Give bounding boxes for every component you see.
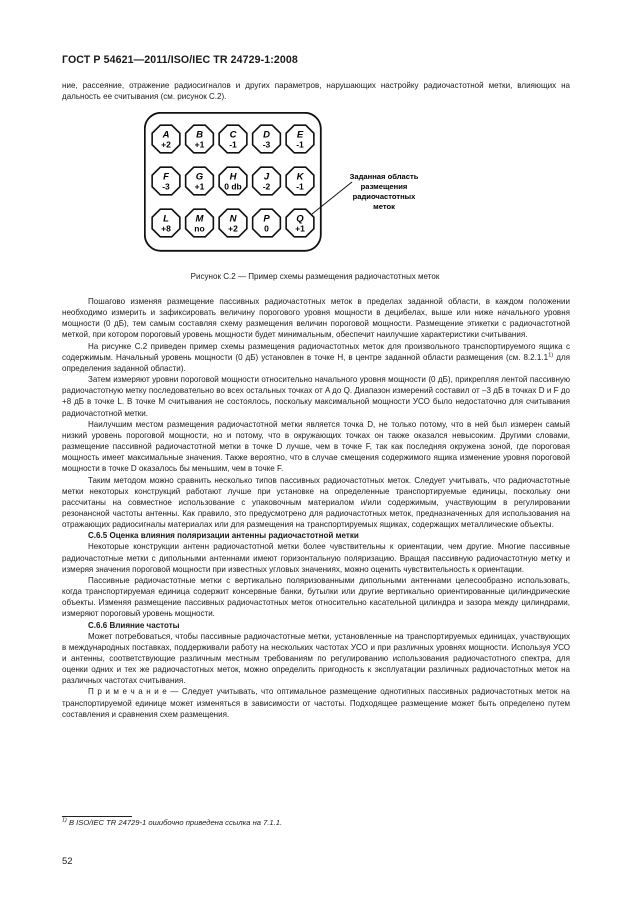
paragraph: Пошагово изменяя размещение пассивных радиочастотных меток в пределах заданной области, в каждом положении необходимо измерить и зафиксировать величину порогового уровня мощности в децибелах, выше или ниже начального уровня мощности (0 дБ), тем самым составляя схему размещения величин пороговой мощности. Размещение этикетки с радиочастотной меткой, при котором пороговый уровень мощности будет минимальным, обеспечит наилучшие характеристики считывания. xyxy=(62,297,570,340)
cell-letter: J xyxy=(263,171,270,183)
cell-value: no xyxy=(194,223,205,234)
cell-value: +1 xyxy=(194,139,205,150)
cell-letter: G xyxy=(195,171,204,183)
intro-paragraph: ние, рассеяние, отражение радиосигналов и других параметров, нарушающих настройку радиочастотной метки, влияющих на дальность ее считывания (см. рисунок С.2). xyxy=(62,81,570,102)
cell-letter: L xyxy=(163,213,169,225)
tag-position-cell xyxy=(219,167,247,195)
tag-position-cell xyxy=(286,125,314,153)
paragraph: Некоторые конструкции антенн радиочастотной метки более чувствительны к ориентации, чем другие. Многие пассивные радиочастотные метки с дипольными антеннами имеют горизонтальную поляризацию. Вращая пассивную радиочастотную метку и измеряя значения пороговой мощности при известных угловых значениях, можно оценить чувствительность к ориентации. xyxy=(62,542,570,574)
figure-label-line: радиочастотных xyxy=(352,192,416,201)
cell-value: +1 xyxy=(194,181,205,192)
document-header: ГОСТ Р 54621—2011/ISO/IEC TR 24729-1:2008 xyxy=(62,54,298,66)
paragraph: Пассивные радиочастотные метки с вертикально поляризованными дипольными антеннами целесообразно использовать, когда транспортируемая единица содержит консервные банки, бутылки или другие вертикально ориентированные цилиндрические объекты. Изменяя размещение пассивных радиочастотных меток относительно касательной цилиндра и зазора между цилиндрами, измеряют пороговый уровень мощности. xyxy=(62,575,570,619)
cell-letter: E xyxy=(296,129,304,141)
tag-position-cell xyxy=(253,125,281,153)
page-number: 52 xyxy=(62,856,73,867)
cell-value: -3 xyxy=(162,181,170,192)
cell-letter: B xyxy=(196,129,203,141)
cell-letter: H xyxy=(229,171,237,183)
cell-value: -3 xyxy=(262,139,271,150)
cell-letter: M xyxy=(195,213,204,225)
figure-label-line: Заданная область xyxy=(349,172,419,181)
cell-value: -1 xyxy=(296,181,304,192)
cell-value: +2 xyxy=(228,223,238,234)
cell-letter: K xyxy=(296,171,304,183)
tag-position-cell xyxy=(152,125,180,153)
paragraph: Может потребоваться, чтобы пассивные радиочастотные метки, установленные на транспортируемых единицах, участвующих в международных поставках, поддерживали работу на нескольких частотах УСО и при различных уровнях мощности. Используя УСО и антенны, соответствующие различным местным требованиям по регулированию использования радиочастотного спектра, для оценки одних и тех же радиочастотных меток, можно определить пригодность к эксплуатации различных радиочастотных меток на различных частотах считывания. xyxy=(62,631,570,686)
tag-position-cell xyxy=(186,209,214,237)
tag-position-cell xyxy=(186,125,214,153)
tag-position-cell xyxy=(152,167,180,195)
figure-caption: Рисунок С.2 — Пример схемы размещения радиочастотных меток xyxy=(190,272,440,281)
note: П р и м е ч а н и е — Следует учитывать, что оптимальное размещение однотипных пассивных радиочастотных меток на транспортируемой единице может изменяться в зависимости от частоты. Подходящее размещение может быть определено путем составления и сравнения схем размещения. xyxy=(62,687,571,719)
cell-value: +1 xyxy=(295,223,305,234)
footnote-ref: 1) xyxy=(548,352,554,359)
tag-position-cell xyxy=(286,167,314,195)
cell-letter: A xyxy=(162,129,170,141)
cell-letter: F xyxy=(163,171,169,183)
tag-position-cell xyxy=(286,209,314,237)
paragraph: Наилучшим местом размещения радиочастотной метки является точка D, не только потому, что в ней был измерен самый низкий уровень пороговой мощности, но и потому, что в окружающих точках он также оказался невысоким. Другими словами, размещение пассивной радиочастотной метки в точке D лучше, чем в точке F, так как последняя окружена зоной, где пороговая мощность имеет максимальные значения. Также вероятно, что в случае смещения содержимого ящика изменение уровня пороговой мощности в точке D оказалось бы меньшим, чем в точке F. xyxy=(62,419,570,474)
tag-position-cell xyxy=(253,167,281,195)
cell-value: +2 xyxy=(161,139,171,150)
cell-letter: P xyxy=(263,213,270,225)
paragraph: На рисунке С.2 приведен пример схемы размещения радиочастотных меток для произвольного транспортируемого ящика с содержимым. Начальный уровень мощности (0 дБ) установлен в точке H, в центре заданной области размещения (см. 8.2.1.1$^{1)}$ для определения заданной области). xyxy=(62,341,570,373)
body-text xyxy=(62,296,570,720)
cell-letter: Q xyxy=(296,213,304,225)
cell-value: 0 db xyxy=(224,181,242,192)
cell-letter: D xyxy=(263,129,270,141)
tag-position-cell xyxy=(152,209,180,237)
footnote-separator xyxy=(62,816,132,817)
tag-position-cell xyxy=(253,209,281,237)
paragraph: Затем измеряют уровни пороговой мощности относительно начального уровня мощности (0 дБ), прикрепляя лентой пассивную радиочастотную метку последовательно во всех остальных точках от A до Q. Диапазон измерений составил от –3 дБ в точках D и F до +8 дБ в точке L. В точке M считывания не состоялось, поскольку максимальной мощности УСО было недостаточно для считывания радиочастотной метки. xyxy=(62,375,570,418)
tag-position-cell xyxy=(186,167,214,195)
figure-label-line: размещения xyxy=(360,182,408,191)
cell-value: -1 xyxy=(229,139,237,150)
cell-letter: C xyxy=(229,129,237,141)
tag-position-cell xyxy=(219,125,247,153)
footnote: $^{1)}$ В ISO/IEC TR 24729-1 ошибочно приведена ссылка на 7.1.1. xyxy=(62,817,283,827)
paragraph: Таким методом можно сравнить несколько типов пассивных радиочастотных меток. Следует учитывать, что радиочастотные метки некоторых конструкций работают лучше при установке на определенные транспортируемые единицы, поскольку они рассчитаны на совместное использование с упаковочным материалом и/или содержимым, участвующим в регулировании резонансной частоты антенны. Как правило, это предусмотрено для радиочастотных меток, предназначенных для использования на отражающих радиосигналы материалах или для размещения на транспортируемых ящиках, содержащих металлические объекты. xyxy=(62,475,570,530)
cell-letter: N xyxy=(229,213,237,225)
section-heading: С.6.5 Оценка влияния поляризации антенны радиочастотной метки xyxy=(88,531,359,541)
figure-label-line: меток xyxy=(373,202,395,211)
cell-value: 0 xyxy=(264,223,269,234)
cell-value: -2 xyxy=(262,181,271,192)
section-heading: С.6.6 Влияние частоты xyxy=(88,620,180,630)
tag-placement-figure xyxy=(144,112,444,252)
cell-value: +8 xyxy=(161,223,171,234)
tag-position-cell xyxy=(219,209,247,237)
cell-value: -1 xyxy=(296,139,304,150)
